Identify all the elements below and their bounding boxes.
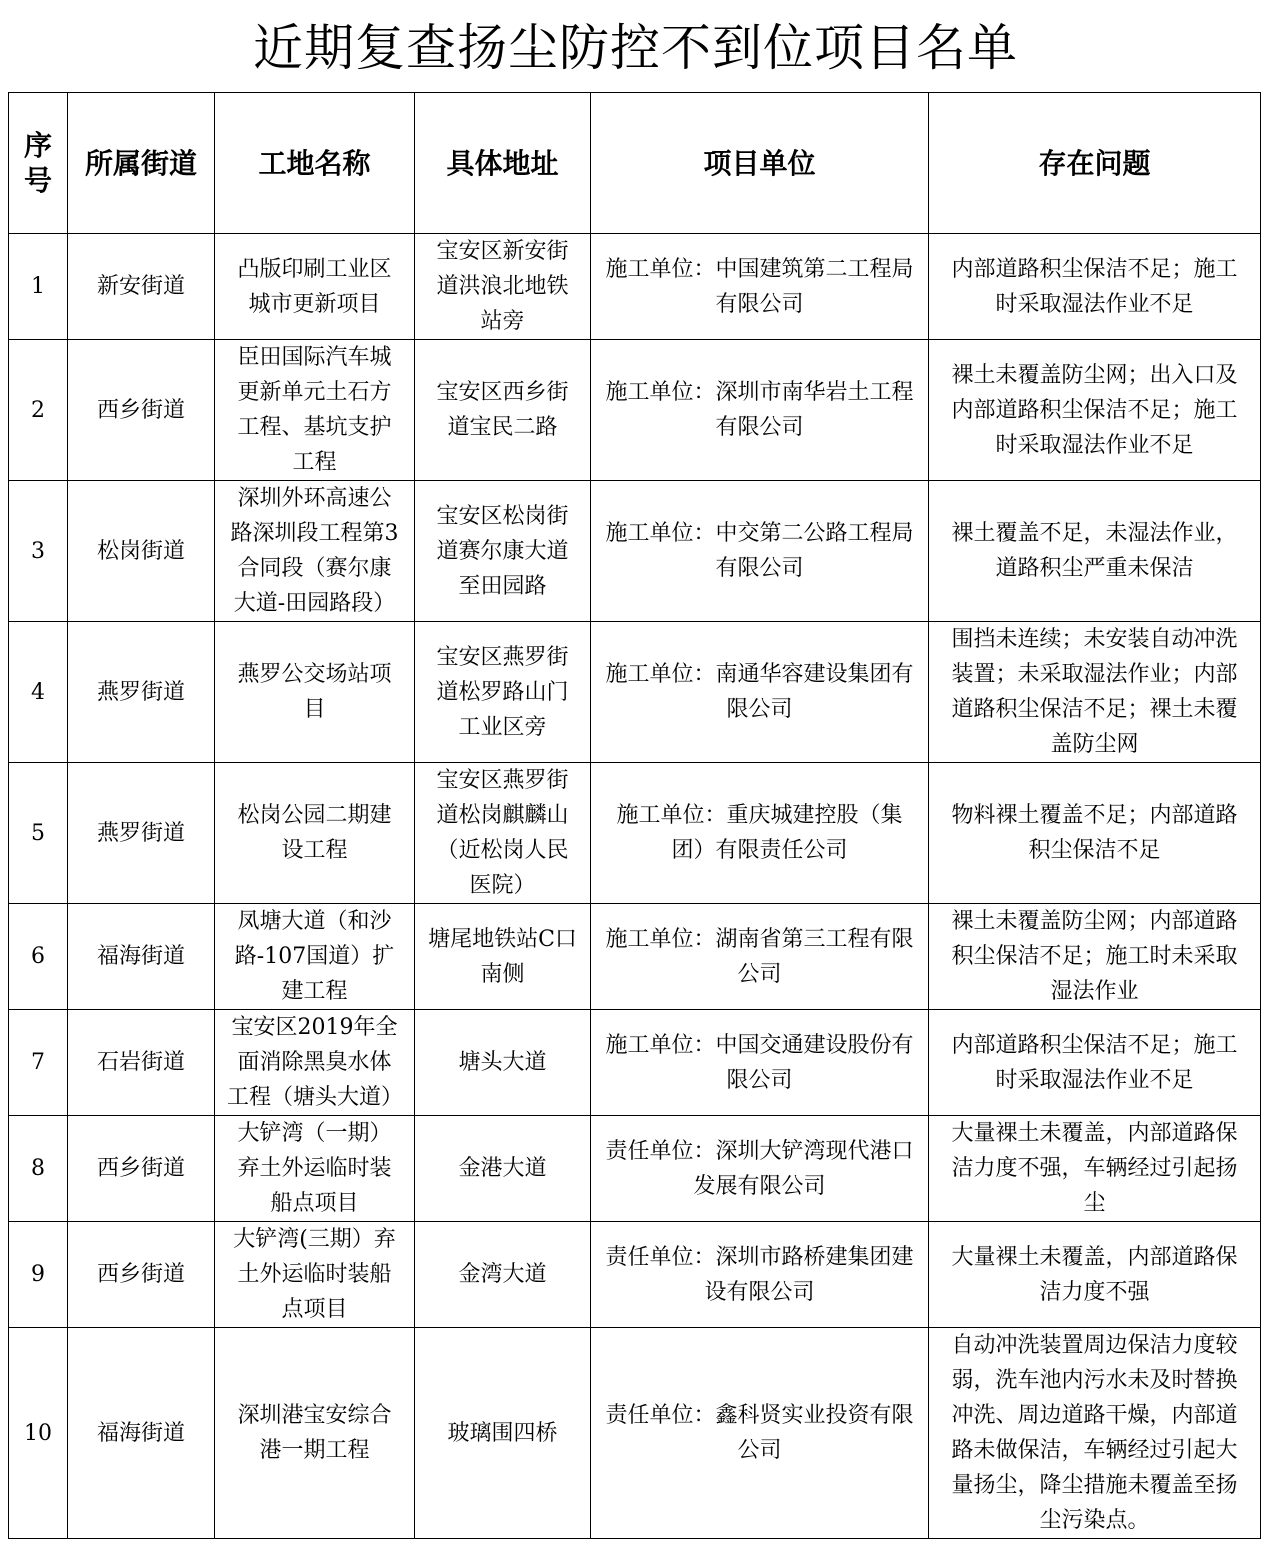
- row-street: 石岩街道: [68, 1010, 215, 1116]
- row-site: 凸版印刷工业区城市更新项目: [215, 234, 415, 340]
- row-address: 宝安区燕罗街道松岗麒麟山（近松岗人民医院）: [415, 763, 591, 904]
- row-unit: 施工单位：深圳市南华岩土工程有限公司: [591, 340, 929, 481]
- row-address: 宝安区松岗街道赛尔康大道至田园路: [415, 481, 591, 622]
- row-index: 6: [9, 904, 68, 1010]
- row-issue: 内部道路积尘保洁不足；施工时采取湿法作业不足: [929, 234, 1261, 340]
- row-index: 1: [9, 234, 68, 340]
- row-unit: 责任单位：鑫科贤实业投资有限公司: [591, 1328, 929, 1539]
- row-street: 燕罗街道: [68, 622, 215, 763]
- row-issue: 裸土未覆盖防尘网；内部道路积尘保洁不足；施工时未采取湿法作业: [929, 904, 1261, 1010]
- row-site: 大铲湾（一期）弃土外运临时装船点项目: [215, 1116, 415, 1222]
- row-street: 福海街道: [68, 1328, 215, 1539]
- row-site: 深圳外环高速公路深圳段工程第3合同段（赛尔康大道-田园路段）: [215, 481, 415, 622]
- table-row: [9, 622, 1261, 763]
- table-row: [9, 340, 1261, 481]
- row-index: 3: [9, 481, 68, 622]
- row-street: 燕罗街道: [68, 763, 215, 904]
- row-unit: 责任单位：深圳市路桥建集团建设有限公司: [591, 1222, 929, 1328]
- row-index: 5: [9, 763, 68, 904]
- row-unit: 施工单位：湖南省第三工程有限公司: [591, 904, 929, 1010]
- table-row: [9, 1328, 1261, 1539]
- row-site: 燕罗公交场站项目: [215, 622, 415, 763]
- table-row: [9, 234, 1261, 340]
- header-street: 所属街道: [68, 93, 215, 234]
- row-index: 10: [9, 1328, 68, 1539]
- row-index: 4: [9, 622, 68, 763]
- row-site: 深圳港宝安综合港一期工程: [215, 1328, 415, 1539]
- table-row: [9, 1222, 1261, 1328]
- row-street: 西乡街道: [68, 340, 215, 481]
- row-street: 松岗街道: [68, 481, 215, 622]
- row-issue: 围挡未连续；未安装自动冲洗装置；未采取湿法作业；内部道路积尘保洁不足；裸土未覆盖防尘网: [929, 622, 1261, 763]
- header-address: 具体地址: [415, 93, 591, 234]
- header-site: 工地名称: [215, 93, 415, 234]
- row-issue: 物料裸土覆盖不足；内部道路积尘保洁不足: [929, 763, 1261, 904]
- row-site: 臣田国际汽车城更新单元土石方工程、基坑支护工程: [215, 340, 415, 481]
- row-issue: 内部道路积尘保洁不足；施工时采取湿法作业不足: [929, 1010, 1261, 1116]
- row-unit: 施工单位：重庆城建控股（集团）有限责任公司: [591, 763, 929, 904]
- project-table: [8, 92, 1261, 1539]
- row-site: 大铲湾(三期）弃土外运临时装船点项目: [215, 1222, 415, 1328]
- header-index: 序号: [9, 93, 68, 234]
- row-issue: 大量裸土未覆盖，内部道路保洁力度不强，车辆经过引起扬尘: [929, 1116, 1261, 1222]
- row-index: 2: [9, 340, 68, 481]
- row-address: 宝安区燕罗街道松罗路山门工业区旁: [415, 622, 591, 763]
- row-street: 福海街道: [68, 904, 215, 1010]
- row-street: 西乡街道: [68, 1116, 215, 1222]
- row-issue: 大量裸土未覆盖，内部道路保洁力度不强: [929, 1222, 1261, 1328]
- row-street: 新安街道: [68, 234, 215, 340]
- header-unit: 项目单位: [591, 93, 929, 234]
- row-index: 9: [9, 1222, 68, 1328]
- row-address: 金港大道: [415, 1116, 591, 1222]
- row-issue: 裸土未覆盖防尘网；出入口及内部道路积尘保洁不足；施工时采取湿法作业不足: [929, 340, 1261, 481]
- row-address: 金湾大道: [415, 1222, 591, 1328]
- row-issue: 自动冲洗装置周边保洁力度较弱，洗车池内污水未及时替换冲洗、周边道路干燥，内部道路未做保洁，车辆经过引起大量扬尘，降尘措施未覆盖至扬尘污染点。: [929, 1328, 1261, 1539]
- row-site: 宝安区2019年全面消除黑臭水体工程（塘头大道）: [215, 1010, 415, 1116]
- table-header-row: [9, 93, 1261, 234]
- table-row: [9, 904, 1261, 1010]
- table-row: [9, 481, 1261, 622]
- row-street: 西乡街道: [68, 1222, 215, 1328]
- row-unit: 责任单位：深圳大铲湾现代港口发展有限公司: [591, 1116, 929, 1222]
- row-unit: 施工单位：中国建筑第二工程局有限公司: [591, 234, 929, 340]
- page-title: 近期复查扬尘防控不到位项目名单: [253, 19, 1018, 77]
- row-site: 凤塘大道（和沙路-107国道）扩建工程: [215, 904, 415, 1010]
- table-row: [9, 1010, 1261, 1116]
- row-site: 松岗公园二期建设工程: [215, 763, 415, 904]
- row-address: 塘尾地铁站C口南侧: [415, 904, 591, 1010]
- row-address: 宝安区新安街道洪浪北地铁站旁: [415, 234, 591, 340]
- header-issue: 存在问题: [929, 93, 1261, 234]
- row-address: 塘头大道: [415, 1010, 591, 1116]
- row-index: 8: [9, 1116, 68, 1222]
- row-unit: 施工单位：南通华容建设集团有限公司: [591, 622, 929, 763]
- row-address: 玻璃围四桥: [415, 1328, 591, 1539]
- table-row: [9, 763, 1261, 904]
- row-unit: 施工单位：中国交通建设股份有限公司: [591, 1010, 929, 1116]
- row-index: 7: [9, 1010, 68, 1116]
- table-row: [9, 1116, 1261, 1222]
- row-unit: 施工单位：中交第二公路工程局有限公司: [591, 481, 929, 622]
- row-issue: 裸土覆盖不足，未湿法作业，道路积尘严重未保洁: [929, 481, 1261, 622]
- row-address: 宝安区西乡街道宝民二路: [415, 340, 591, 481]
